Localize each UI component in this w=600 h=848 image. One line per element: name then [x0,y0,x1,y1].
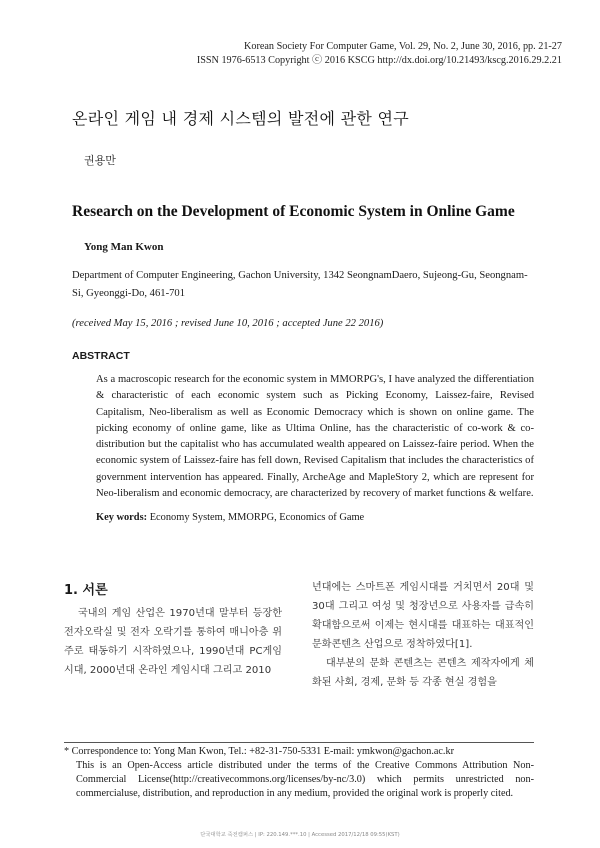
keywords-value: Economy System, MMORPG, Economics of Game [149,512,365,523]
footnote [64,745,534,801]
journal-citation-line: Korean Society For Computer Game, Vol. 29, No. 2, June 30, 2016, pp. 21-27 [244,41,562,52]
section-heading-introduction: 1. 서론 [64,583,108,598]
abstract-body: As a macroscopic research for the economic system in MMORPG's, I have analyzed the differentiation & characteristic of each economic system such as Picking Economy, Laissez-faire, Revised Capitalism, Neo-liberalism as well as Economic Democracy which is shown on online game. The picking economy of online game, like as Ultima Online, has the characteristic of co-work & co-distribution but the capitalist who has accumulated wealth appeared on Laissez-faire period. When the economic system of Laissez-faire has fell down, Revised Capitalism that includes the characteristics of government intervention has appeared. Finally, ArcheAge and MapleStory 2, which are represent for Neo-liberalism and economic democracy, are characterized by recovery of market functions & welfare. [96,374,534,500]
affiliation: Department of Computer Engineering, Gachon University, 1342 SeongnamDaero, Sujeong-Gu, Seongnam-Si, Gyeonggi-Do, 461-701 [72,270,528,299]
korean-title: 온라인 게임 내 경제 시스템의 발전에 관한 연구 [72,109,410,128]
intro-paragraph-1: 국내의 게임 산업은 1970년대 말부터 등장한 전자오락실 및 전자 오락기를 통하여 매니아층 위주로 태동하기 시작하였으나, 1990년대 PC게임시대, 2000년대 온라인 게임시대 그리고 2010 [64,608,282,676]
intro-paragraph-2: 대부분의 문화 콘텐츠는 콘텐츠 제작자에게 체화된 사회, 경제, 문화 등 각종 현실 경험을 [312,658,534,688]
english-author: Yong Man Kwon [84,241,164,253]
keywords [96,512,364,523]
license-note: This is an Open-Access article distributed under the terms of the Creative Commons Attribution Non-Commercial License(http://creativecommons.org/licenses/by-nc/3.0) which permits unrestricted non-commercialuse, distribution, and reproduction in any medium, provided the original work is properly cited. [76,760,534,799]
submission-dates: (received May 15, 2016 ; revised June 10, 2016 ; accepted June 22 2016) [72,318,384,329]
download-stamp: 단국대학교 죽전캠퍼스 | IP: 220.149.***.10 | Accessed 2017/12/18 09:55(KST) [200,832,400,838]
correspondence-note: * Correspondence to: Yong Man Kwon, Tel.: +82-31-750-5331 E-mail: ymkwon@gachon.ac.kr [64,746,454,757]
intro-paragraph-1-continued: 년대에는 스마트폰 게임시대를 거치면서 20대 및 30대 그리고 여성 및 청장년으로 사용자를 급속히 확대함으로써 이제는 현시대를 대표하는 대표적인 문화콘텐츠 산업으로 정착하였다[1]. [312,582,534,650]
keywords-label: Key words: [96,512,148,523]
abstract-heading: ABSTRACT [72,350,130,362]
korean-author: 권용만 [84,154,116,167]
english-title: Research on the Development of Economic System in Online Game [72,203,515,220]
body-column-left [64,604,282,680]
footnote-divider [64,742,534,743]
issn-doi-line: ISSN 1976-6513 Copyright ⓒ 2016 KSCG http://dx.doi.org/10.21493/kscg.2016.29.2.21 [196,55,562,66]
body-column-right [312,578,534,692]
